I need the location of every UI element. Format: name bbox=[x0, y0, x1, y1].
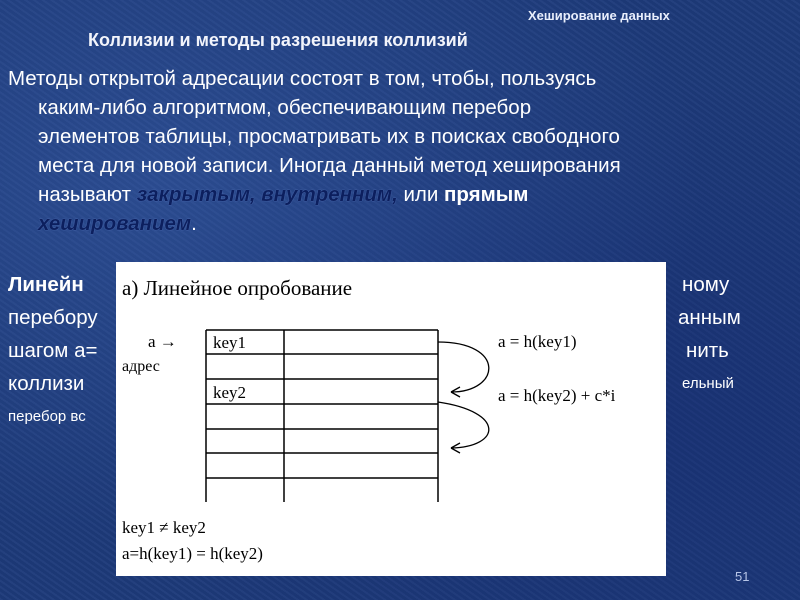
paragraph-line: коллизи bbox=[8, 372, 85, 395]
label-a-arrow: a → bbox=[148, 332, 177, 351]
paragraph-line: Методы открытой адресации состоят в том, чтобы, пользуясь bbox=[8, 67, 597, 90]
text-fragment: называют bbox=[38, 183, 137, 206]
table-cell-key: key2 bbox=[213, 383, 247, 402]
text-fragment: или bbox=[397, 183, 445, 206]
term-linear: Линейн bbox=[8, 273, 84, 296]
page-number: 51 bbox=[735, 569, 750, 584]
paragraph-line: каким-либо алгоритмом, обеспечивающим перебор bbox=[38, 96, 532, 119]
table-cell-key: key1 bbox=[213, 333, 247, 352]
term-internal: внутренним, bbox=[261, 183, 398, 206]
paragraph-open-addressing bbox=[8, 64, 793, 238]
note-equal-hashes: a=h(key1) = h(key2) bbox=[122, 544, 263, 563]
paragraph-fragment: ному bbox=[682, 273, 730, 296]
paragraph-fragment: нить bbox=[686, 339, 729, 362]
paragraph-fragment: ельный bbox=[682, 375, 734, 392]
paragraph-line: перебору bbox=[8, 306, 98, 329]
paragraph-line bbox=[8, 209, 793, 238]
paragraph-line bbox=[8, 180, 793, 209]
paragraph-line: шагом а= bbox=[8, 339, 98, 362]
paragraph-fragment: анным bbox=[678, 306, 741, 329]
formula-hash-key1: a = h(key1) bbox=[498, 332, 577, 351]
paragraph-line: места для новой записи. Иногда данный метод хеширования bbox=[38, 154, 621, 177]
linear-probing-figure bbox=[116, 262, 666, 576]
slide-title: Коллизии и методы разрешения коллизий bbox=[88, 30, 468, 50]
paragraph-line: элементов таблицы, просматривать их в поисках свободного bbox=[38, 125, 620, 148]
label-address: адрес bbox=[122, 358, 160, 375]
figure-title: а) Линейное опробование bbox=[122, 276, 353, 300]
note-keys-differ: key1 ≠ key2 bbox=[122, 518, 206, 537]
term-closed: закрытым, bbox=[136, 183, 256, 206]
term-direct: прямым bbox=[444, 183, 529, 206]
paragraph-line: перебор вс bbox=[8, 408, 86, 425]
probe-arrows bbox=[438, 342, 489, 453]
section-title: Хеширование данных bbox=[528, 8, 670, 23]
term-hashing: хешированием bbox=[38, 212, 192, 235]
formula-hash-key2-probe: a = h(key2) + c*i bbox=[498, 386, 616, 405]
text-fragment: . bbox=[191, 212, 197, 235]
